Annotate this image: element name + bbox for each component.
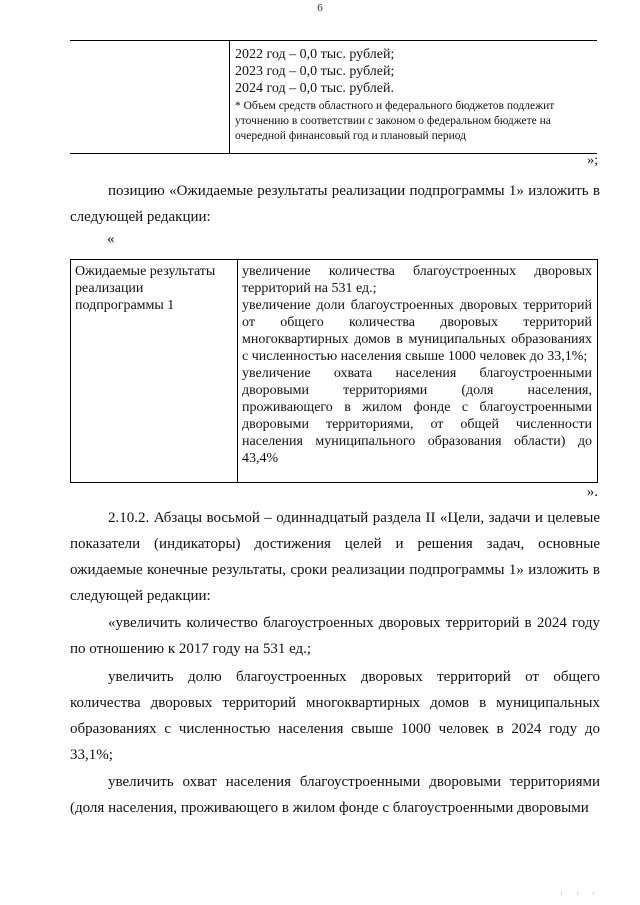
paragraph-expected-results-intro: позицию «Ожидаемые результаты реализации подпрограммы 1» изложить в следующей редакции: [70,183,600,225]
closing-quote: ». [586,484,598,500]
table-row-header: Ожидаемые результаты реализации подпрограммы 1 [75,264,216,313]
result-item-yards-share: увеличение доли благоустроенных дворовых территорий от общего количества дворовых территорий многоквартирных домов в муниципальных образованиях с численностью населения свыше 1000 человек до 33,1%; [242,298,592,364]
scan-marks: ' ' ' [560,891,600,901]
closing-quote: »; [587,153,598,168]
result-item-yards-count: увеличение количества благоустроенных дворовых территорий на 531 ед.; [242,264,592,296]
expected-results-cell [242,263,592,467]
paragraph-target-coverage: увеличить охват населения благоустроенными дворовыми территориями (доля населения, проживающего в жилом фонде с благоустроенными дворовыми [70,774,600,816]
paragraph-target-share: увеличить долю благоустроенных дворовых территорий от общего количества дворовых территорий многоквартирных домов в муниципальных образованиях с численностью населения свыше 1000 человек в 2024 году до 33,1%; [70,669,600,763]
table-column-divider [229,41,230,153]
budget-line-2023: 2023 год – 0,0 тыс. рублей; [235,64,395,79]
paragraph-section-2-10-2: 2.10.2. Абзацы восьмой – одиннадцатый раздела II «Цели, задачи и целевые показатели (индикаторы) достижения целей и решения задач, основные ожидаемые конечные результаты, сроки реализации подпрограммы 1» изложить в следующей редакции: [70,510,600,604]
budget-table [70,40,597,154]
table-column-divider [237,260,238,482]
opening-quote: « [107,231,115,247]
result-item-population-coverage: увеличение охвата населения благоустроенными дворовыми территориями (доля населения, проживающего в жилом фонде с благоустроенными дворовыми территориями, от общей численности населения муниципального образования области) до 43,4% [242,366,592,466]
page-number: 6 [317,2,323,14]
budget-footnote: * Объем средств областного и федерального бюджетов подлежит уточнению в соответствии с законом о федеральном бюджете на очередной финансовый год и плановый период [235,100,555,142]
expected-results-table [70,259,598,483]
budget-cell [235,46,593,144]
paragraph-target-count: «увеличить количество благоустроенных дворовых территорий в 2024 году по отношению к 2017 году на 531 ед.; [70,615,600,657]
budget-line-2022: 2022 год – 0,0 тыс. рублей; [235,47,395,62]
budget-line-2024: 2024 год – 0,0 тыс. рублей. [235,81,394,96]
